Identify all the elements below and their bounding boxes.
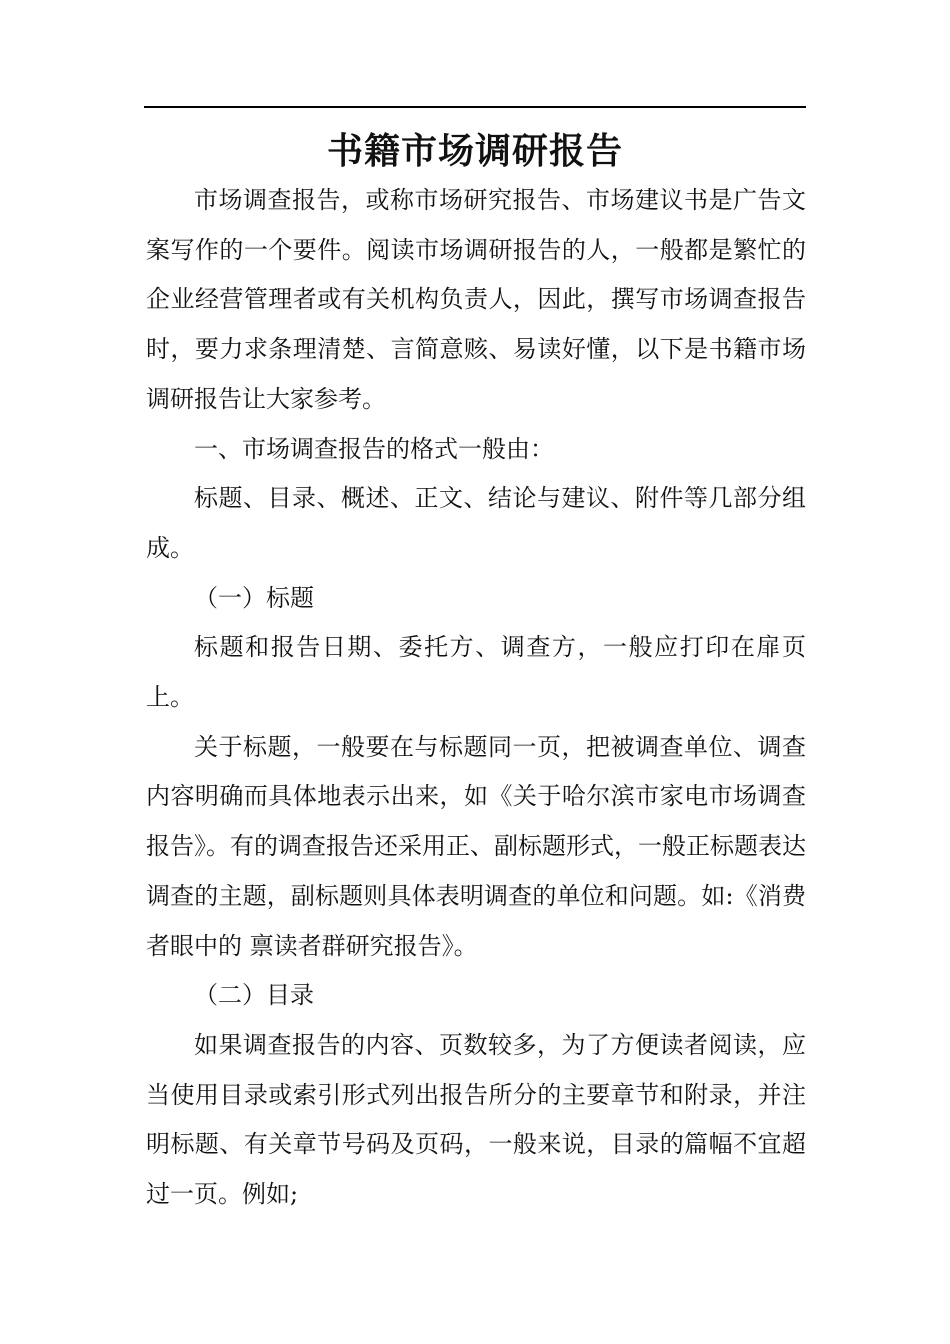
intro-paragraph: 市场调查报告，或称市场研究报告、市场建议书是广告文案写作的一个要件。阅读市场调研报告的人，一般都是繁忙的企业经营管理者或有关机构负责人，因此，撰写市场调查报告时，要力求条理清楚、言简意赅、易读好懂，以下是书籍市场调研报告让大家参考。: [146, 186, 806, 413]
format-list-paragraph: 标题、目录、概述、正文、结论与建议、附件等几部分组成。: [146, 484, 806, 562]
document-title: 书籍市场调研报告: [326, 130, 623, 172]
section-heading-format: 一、市场调查报告的格式一般由：: [194, 434, 554, 463]
subsection-heading-toc: （二）目录: [194, 981, 314, 1010]
document-body: [146, 176, 806, 1220]
title-paragraph-2: 关于标题，一般要在与标题同一页，把被调查单位、调查内容明确而具体地表示出来，如《关于哈尔滨市家电市场调查报告》。有的调查报告还采用正、副标题形式，一般正标题表达调查的主题，副标题则具体表明调查的单位和问题。如:《消费者眼中的 禀读者群研究报告》。: [146, 732, 806, 960]
subsection-heading-title: （一）标题: [194, 583, 314, 612]
title-paragraph-1: 标题和报告日期、委托方、调查方，一般应打印在扉页上。: [146, 633, 806, 712]
toc-paragraph: 如果调查报告的内容、页数较多，为了方便读者阅读，应当使用目录或索引形式列出报告所分的主要章节和附录，并注明标题、有关章节号码及页码，一般来说，目录的篇幅不宜超过一页。例如;: [146, 1030, 806, 1209]
header-rule: [144, 106, 806, 108]
